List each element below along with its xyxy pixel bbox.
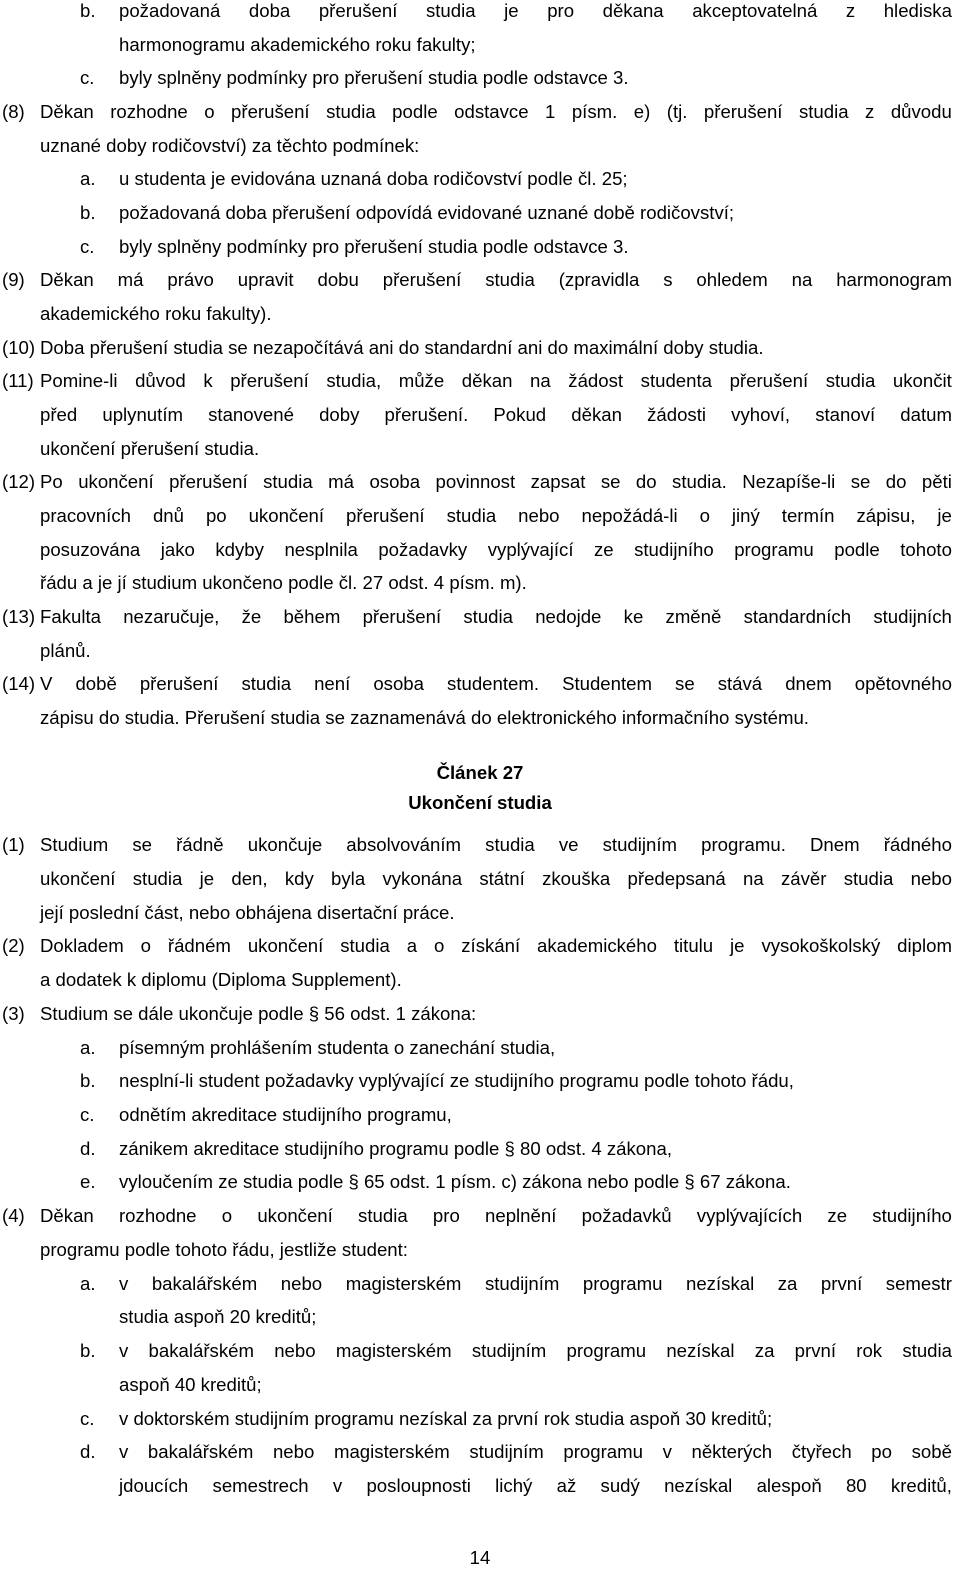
word: vyplývajících	[696, 1205, 803, 1226]
word: pro	[432, 1205, 460, 1226]
paragraph-number: (8)	[2, 101, 25, 122]
word: studentem.	[447, 673, 540, 694]
word: Nezapíše-li	[742, 471, 836, 492]
word: e)	[633, 101, 651, 122]
word: k	[203, 370, 213, 391]
word: nedojde	[535, 606, 602, 627]
text-line: v doktorském studijním programu nezískal za první rok studia aspoň 30 kreditů;	[119, 1408, 773, 1429]
word: důvodu	[890, 101, 952, 122]
word: předepsaná	[627, 868, 726, 889]
text-line	[119, 1340, 952, 1362]
word: o	[221, 1205, 233, 1226]
word: Dnem	[810, 834, 860, 855]
text-line: její poslední část, nebo obhájena disertační práce.	[40, 902, 455, 923]
text-line	[119, 0, 952, 22]
word: děkan	[571, 404, 622, 425]
text-line: odnětím akreditace studijního programu,	[119, 1104, 452, 1125]
word: ukončit	[892, 370, 952, 391]
word: vysokoškolský	[761, 935, 881, 956]
word: pěti	[921, 471, 952, 492]
text-line	[40, 935, 952, 957]
paragraph-number: (14)	[2, 673, 36, 694]
word: posloupnosti	[366, 1475, 471, 1496]
word: V	[40, 673, 53, 694]
word: nebo	[272, 1441, 315, 1462]
word: studijním	[602, 834, 678, 855]
word: povinnost	[435, 471, 516, 492]
list-marker: b.	[80, 0, 96, 21]
word: přerušení	[382, 269, 462, 290]
word: odstavce	[454, 101, 529, 122]
word: přerušení	[362, 606, 442, 627]
word: dobu	[317, 269, 359, 290]
word: studia	[843, 868, 894, 889]
word: programu	[563, 1441, 643, 1462]
text-line: vyloučením ze studia podle § 65 odst. 1 písm. c) zákona nebo podle § 67 zákona.	[119, 1171, 791, 1192]
word: podle	[392, 101, 438, 122]
word: Pokud	[493, 404, 547, 425]
word: studijních	[873, 606, 952, 627]
word: některých	[691, 1441, 773, 1462]
word: přerušení	[139, 673, 219, 694]
word: v	[119, 1441, 129, 1462]
text-line	[40, 868, 952, 890]
word: studia	[902, 1340, 952, 1361]
word: sudý	[600, 1475, 640, 1496]
word: nebo	[280, 1273, 323, 1294]
text-line	[40, 269, 952, 291]
word: ze	[593, 539, 614, 560]
paragraph-number: (9)	[2, 269, 25, 290]
text-line	[40, 834, 952, 856]
text-line	[119, 1475, 952, 1497]
text-line: aspoň 40 kreditů;	[119, 1374, 262, 1395]
word: studijního	[634, 539, 714, 560]
list-marker: a.	[80, 168, 96, 189]
word: je	[937, 505, 952, 526]
word: do	[885, 471, 907, 492]
word: studia	[798, 101, 849, 122]
word: že	[241, 606, 262, 627]
word: kdy	[284, 868, 314, 889]
word: Dokladem	[40, 935, 124, 956]
word: osoba	[373, 673, 424, 694]
word: lichý	[495, 1475, 533, 1496]
word: o	[204, 101, 215, 122]
word: změně	[665, 606, 722, 627]
word: studia	[326, 101, 376, 122]
list-marker: c.	[80, 67, 95, 88]
word: vyhoví,	[731, 404, 791, 425]
word: nebo	[518, 505, 560, 526]
word: kdyby	[215, 539, 264, 560]
word: zápisu,	[856, 505, 916, 526]
word: (tj.	[666, 101, 688, 122]
text-line: uznané doby rodičovství) za těchto podmínek:	[40, 135, 420, 156]
word: tohoto	[900, 539, 952, 560]
word: studia	[340, 935, 390, 956]
word: na	[743, 868, 764, 889]
word: studia.	[672, 471, 727, 492]
list-marker: a.	[80, 1037, 96, 1058]
word: s	[663, 269, 673, 290]
text-line	[40, 1205, 952, 1227]
word: má	[328, 471, 354, 492]
paragraph-number: (12)	[2, 471, 36, 492]
text-line	[40, 505, 952, 527]
word: právo	[167, 269, 214, 290]
word: pracovních	[40, 505, 131, 526]
word: nezaručuje,	[123, 606, 220, 627]
paragraph-number: (4)	[2, 1205, 25, 1226]
word: je	[730, 935, 745, 956]
paragraph-number: (11)	[2, 370, 34, 391]
word: studijního	[872, 1205, 952, 1226]
word: byla	[331, 868, 366, 889]
word: magisterském	[335, 1340, 452, 1361]
text-line: požadovaná doba přerušení odpovídá evidované uznané době rodičovství;	[119, 202, 735, 223]
text-line: programu podle tohoto řádu, jestliže student:	[40, 1239, 408, 1260]
word: první	[794, 1340, 837, 1361]
word: doby	[319, 404, 360, 425]
word: požadovaná	[119, 0, 221, 21]
word: Děkan	[40, 269, 94, 290]
text-line: zápisu do studia. Přerušení studia se zaznamenává do elektronického informačního systému.	[40, 707, 809, 728]
word: ohledem	[696, 269, 768, 290]
word: přerušení	[169, 471, 248, 492]
word: posuzována	[40, 539, 141, 560]
word: Studium	[40, 834, 109, 855]
word: přerušení	[703, 101, 783, 122]
text-line	[119, 1441, 952, 1463]
text-line	[40, 673, 952, 695]
word: během	[283, 606, 341, 627]
word: o	[433, 935, 445, 956]
word: osoba	[369, 471, 421, 492]
word: kreditů,	[890, 1475, 952, 1496]
word: absolvováním	[346, 834, 462, 855]
word: jako	[160, 539, 195, 560]
word: nezískal	[664, 1475, 733, 1496]
word: zapsat	[530, 471, 586, 492]
word: a	[406, 935, 418, 956]
word: na	[791, 269, 813, 290]
word: upravit	[237, 269, 294, 290]
word: po	[205, 505, 227, 526]
word: ze	[827, 1205, 848, 1226]
word: studia	[825, 370, 876, 391]
word: jiný	[731, 505, 760, 526]
word: ukončení	[40, 868, 116, 889]
article-title: Ukončení studia	[408, 792, 552, 813]
word: ukončení	[248, 505, 325, 526]
list-marker: d.	[80, 1441, 96, 1462]
word: státní	[479, 868, 525, 889]
word: stanoví	[815, 404, 876, 425]
word: neplnění	[485, 1205, 557, 1226]
word: semestrech	[212, 1475, 309, 1496]
word: sobě	[911, 1441, 952, 1462]
word: za	[754, 1340, 775, 1361]
word: standardních	[743, 606, 852, 627]
word: přerušení.	[384, 404, 469, 425]
text-line	[119, 1273, 952, 1295]
word: v	[119, 1340, 129, 1361]
word: získání	[461, 935, 521, 956]
word: semestr	[885, 1273, 952, 1294]
list-marker: b.	[80, 1340, 96, 1361]
word: dnů	[152, 505, 184, 526]
word: studia,	[326, 370, 382, 391]
word: se	[132, 834, 152, 855]
list-marker: c.	[80, 1408, 95, 1429]
text-line: studia aspoň 20 kreditů;	[119, 1306, 317, 1327]
paragraph-number: (13)	[2, 606, 36, 627]
word: zkouška	[542, 868, 611, 889]
list-marker: c.	[80, 236, 95, 257]
word: akademického	[537, 935, 657, 956]
word: (zpravidla	[558, 269, 640, 290]
word: žádost	[568, 370, 624, 391]
text-line: byly splněny podmínky pro přerušení studia podle odstavce 3.	[119, 236, 629, 257]
word: může	[398, 370, 445, 391]
word: důvod	[135, 370, 186, 391]
word: v	[662, 1441, 672, 1462]
text-line	[40, 404, 952, 426]
word: přerušení	[231, 101, 310, 122]
text-line: byly splněny podmínky pro přerušení studia podle odstavce 3.	[119, 67, 629, 88]
word: studia	[446, 505, 497, 526]
word: ukončení	[257, 1205, 333, 1226]
word: nebo	[910, 868, 952, 889]
word: programu	[582, 1273, 663, 1294]
word: žádosti	[647, 404, 707, 425]
text-line: a dodatek k diplomu (Diploma Supplement).	[40, 969, 402, 990]
word: uplynutím	[102, 404, 183, 425]
word: 80	[845, 1475, 867, 1496]
word: rozhodne	[110, 101, 188, 122]
word: přerušení	[729, 370, 809, 391]
word: studia	[132, 868, 183, 889]
word: řádně	[176, 834, 224, 855]
word: Po	[40, 471, 63, 492]
word: Děkan	[40, 1205, 94, 1226]
word: ukončení	[78, 471, 154, 492]
list-marker: b.	[80, 202, 96, 223]
word: dnem	[785, 673, 832, 694]
word: studijním	[484, 1273, 560, 1294]
word: 1	[545, 101, 556, 122]
word: ve	[558, 834, 579, 855]
text-line: u studenta je evidována uznaná doba rodičovství podle čl. 25;	[119, 168, 628, 189]
list-marker: b.	[80, 1070, 96, 1091]
word: do	[635, 471, 657, 492]
list-marker: a.	[80, 1273, 96, 1294]
word: se	[850, 471, 871, 492]
word: studia	[485, 834, 535, 855]
word: je	[504, 0, 519, 21]
word: děkana	[602, 0, 664, 21]
page-number: 14	[469, 1547, 491, 1568]
word: datum	[900, 404, 952, 425]
word: vykonána	[382, 868, 463, 889]
article-number: Článek 27	[436, 762, 524, 783]
word: přerušení	[318, 0, 398, 21]
word: nezískal	[666, 1340, 735, 1361]
word: programu	[566, 1340, 647, 1361]
text-line: plánů.	[40, 640, 91, 661]
word: hlediska	[883, 0, 952, 21]
text-line	[40, 101, 952, 123]
word: požadavky	[378, 539, 468, 560]
word: na	[530, 370, 551, 391]
word: studia	[263, 471, 313, 492]
word: titulu	[673, 935, 714, 956]
text-line: nesplní-li student požadavky vyplývající ze studijního programu podle tohoto řádu,	[119, 1070, 794, 1091]
word: bakalářském	[147, 1441, 254, 1462]
word: z	[865, 101, 875, 122]
word: bakalářském	[151, 1273, 258, 1294]
word: řádném	[167, 935, 231, 956]
word: den,	[231, 868, 268, 889]
word: o	[140, 935, 151, 956]
text-line	[40, 471, 952, 493]
word: se	[675, 673, 695, 694]
word: má	[117, 269, 144, 290]
text-line: akademického roku fakulty).	[40, 303, 272, 324]
word: Studentem	[562, 673, 652, 694]
word: písm.	[571, 101, 618, 122]
list-marker: c.	[80, 1104, 95, 1125]
text-line: Studium se dále ukončuje podle § 56 odst. 1 zákona:	[40, 1003, 477, 1024]
word: diplom	[897, 935, 952, 956]
word: závěr	[780, 868, 827, 889]
word: ukončení	[247, 935, 324, 956]
word: přerušení	[230, 370, 309, 391]
word: nebo	[274, 1340, 316, 1361]
word: studijním	[469, 1441, 544, 1462]
paragraph-number: (1)	[2, 834, 25, 855]
word: požadavků	[581, 1205, 672, 1226]
text-line: harmonogramu akademického roku fakulty;	[119, 34, 476, 55]
word: řádného	[883, 834, 952, 855]
word: doba	[248, 0, 291, 21]
text-line	[40, 539, 952, 561]
text-line: písemným prohlášením studenta o zanechání studia,	[119, 1037, 556, 1058]
word: studijním	[471, 1340, 547, 1361]
word: první	[820, 1273, 863, 1294]
word: v	[332, 1475, 343, 1496]
word: po	[871, 1441, 892, 1462]
word: studia	[425, 0, 476, 21]
word: opětovného	[854, 673, 952, 694]
word: před	[40, 404, 78, 425]
list-marker: e.	[80, 1171, 96, 1192]
word: studia	[358, 1205, 408, 1226]
word: rok	[856, 1340, 883, 1361]
word: harmonogram	[836, 269, 952, 290]
word: přerušení	[346, 505, 425, 526]
word: podle	[834, 539, 880, 560]
word: ukončuje	[247, 834, 323, 855]
word: studia	[463, 606, 513, 627]
word: bakalářském	[148, 1340, 254, 1361]
word: studia	[485, 269, 535, 290]
word: programu.	[701, 834, 786, 855]
paragraph-number: (3)	[2, 1003, 25, 1024]
word: magisterském	[333, 1441, 450, 1462]
word: Fakulta	[40, 606, 101, 627]
word: alespoň	[756, 1475, 822, 1496]
word: nesplnila	[284, 539, 358, 560]
list-marker: d.	[80, 1138, 96, 1159]
paragraph-number: (10)	[2, 337, 36, 358]
word: akceptovatelná	[692, 0, 818, 21]
word: nepožádá-li	[581, 505, 678, 526]
word: čtyřech	[791, 1441, 852, 1462]
word: studia	[241, 673, 292, 694]
word: nezískal	[686, 1273, 755, 1294]
word: programu	[734, 539, 814, 560]
word: magisterském	[345, 1273, 462, 1294]
word: za	[777, 1273, 798, 1294]
word: v	[119, 1273, 129, 1294]
word: stává	[717, 673, 763, 694]
word: termín	[781, 505, 835, 526]
paragraph-number: (2)	[2, 935, 25, 956]
text-line	[40, 370, 952, 392]
word: se	[600, 471, 621, 492]
word: vyplývající	[487, 539, 574, 560]
word: době	[75, 673, 117, 694]
word: stanovené	[208, 404, 294, 425]
text-line: ukončení přerušení studia.	[40, 438, 260, 459]
word: ke	[623, 606, 644, 627]
text-line: Doba přerušení studia se nezapočítává ani do standardní ani do maximální doby studia.	[40, 337, 764, 358]
word: Děkan	[40, 101, 94, 122]
word: z	[845, 0, 856, 21]
word: jdoucích	[119, 1475, 189, 1496]
word: není	[314, 673, 351, 694]
word: až	[556, 1475, 577, 1496]
text-line	[40, 606, 952, 628]
word: Pomine-li	[40, 370, 118, 391]
word: je	[199, 868, 215, 889]
word: rozhodne	[118, 1205, 197, 1226]
text-line: řádu a je jí studium ukončeno podle čl. 27 odst. 4 písm. m).	[40, 572, 527, 593]
word: pro	[547, 0, 575, 21]
text-line: zánikem akreditace studijního programu podle § 80 odst. 4 zákona,	[119, 1138, 672, 1159]
word: studenta	[640, 370, 712, 391]
word: o	[699, 505, 710, 526]
word: děkan	[461, 370, 513, 391]
